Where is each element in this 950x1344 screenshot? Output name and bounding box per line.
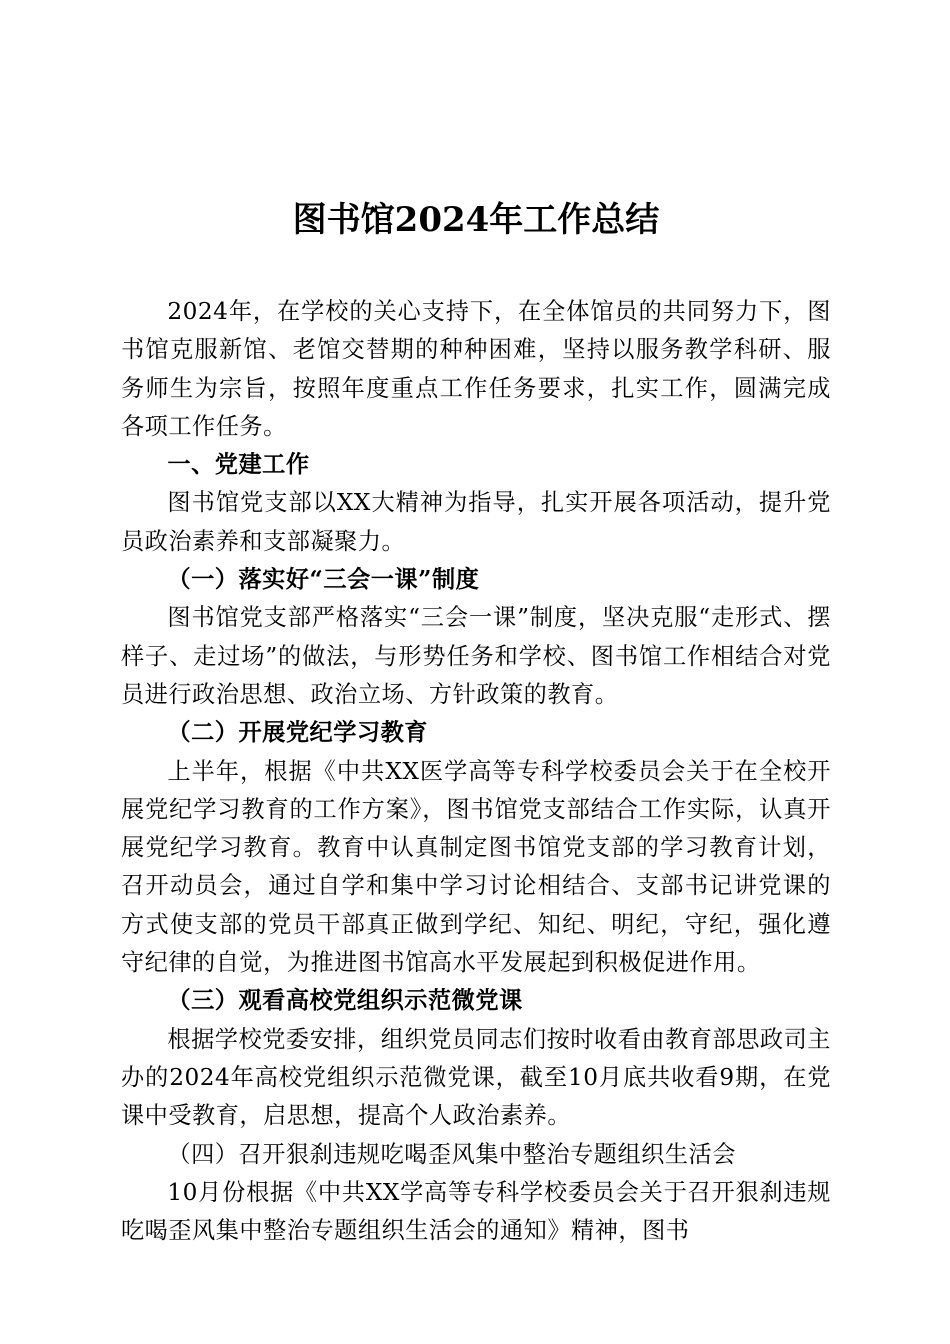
party-building-paragraph: 图书馆党支部以XX大精神为指导，扎实开展各项活动，提升党员政治素养和支部凝聚力。 [121, 489, 831, 555]
subsection-1-paragraph: 图书馆党支部严格落实“三会一课”制度，坚决克服“走形式、摆样子、走过场”的做法，与形势任务和学校、图书馆工作相结合对党员进行政治思想、政治立场、方针政策的教育。 [121, 604, 831, 708]
document-title: 图书馆2024年工作总结 [292, 200, 660, 240]
subsection-heading-1: （一）落实好“三会一课”制度 [167, 566, 480, 594]
subsection-heading-3: （三）观看高校党组织示范微党课 [167, 987, 523, 1015]
subsection-heading-2: （二）开展党纪学习教育 [167, 719, 428, 747]
intro-paragraph: 2024年，在学校的关心支持下，在全体馆员的共同努力下，图书馆克服新馆、老馆交替期的种种困难，坚持以服务教学科研、服务师生为宗旨，按照年度重点工作任务要求，扎实工作，圆满完成各项工作任务。 [121, 298, 831, 440]
subsection-2-paragraph: 上半年，根据《中共XX医学高等专科学校委员会关于在全校开展党纪学习教育的工作方案》，图书馆党支部结合工作实际，认真开展党纪学习教育。教育中认真制定图书馆党支部的学习教育计划，召开动员会，通过自学和集中学习讨论相结合、支部书记讲党课的方式使支部的党员干部真正做到学纪、知纪、明纪，守纪，强化遵守纪律的自觉，为推进图书馆高水平发展起到积极促进作用。 [121, 757, 831, 977]
document-body [121, 293, 831, 1250]
section-heading-party-building: 一、党建工作 [167, 451, 310, 479]
subsection-3-paragraph: 根据学校党委安排，组织党员同志们按时收看由教育部思政司主办的2024年高校党组织示范微党课，截至10月底共收看9期，在党课中受教育，启思想，提高个人政治素养。 [121, 1025, 831, 1130]
subsection-heading-4: （四）召开狠刹违规吃喝歪风集中整治专题组织生活会 [167, 1140, 736, 1168]
subsection-4-paragraph: 10月份根据《中共XX学高等专科学校委员会关于召开狠刹违规吃喝歪风集中整治专题组织生活会的通知》精神，图书 [121, 1178, 831, 1245]
